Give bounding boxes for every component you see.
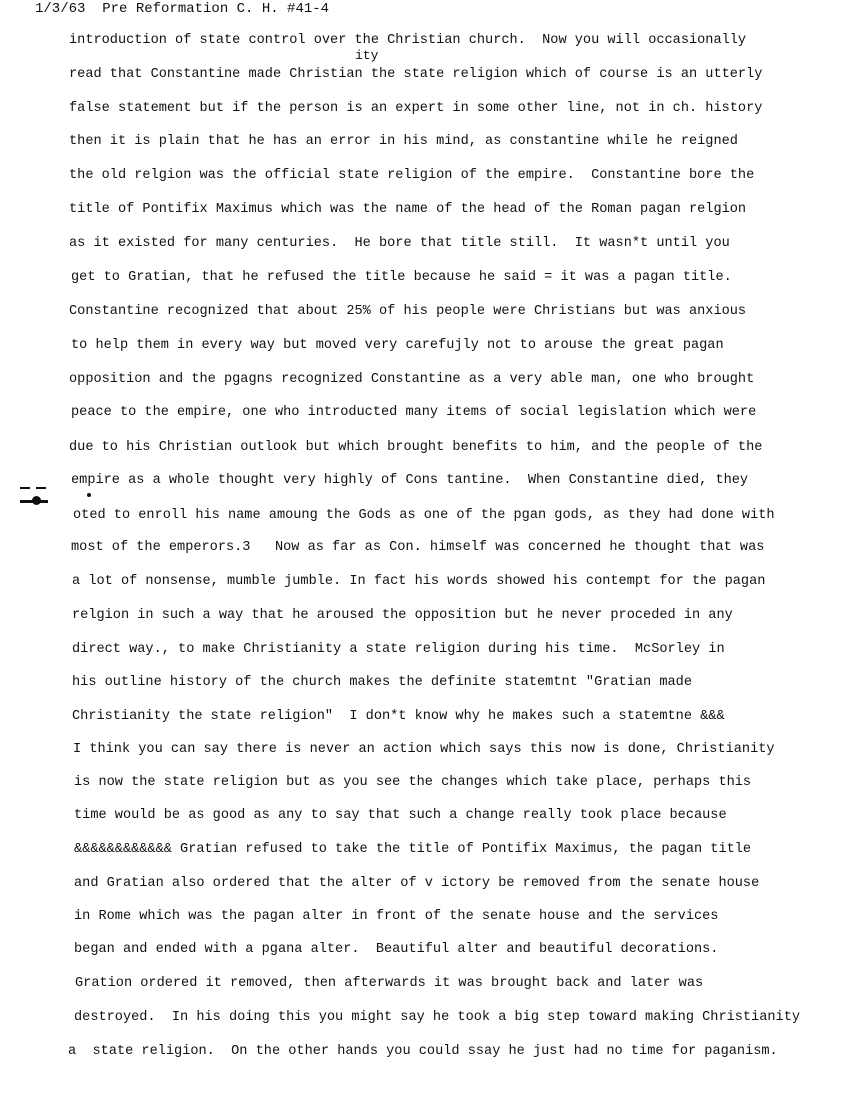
text-line: a state religion. On the other hands you could ssay he just had no time for paganism. xyxy=(68,1044,778,1059)
text-line: direct way., to make Christianity a state religion during his time. McSorley in xyxy=(72,642,725,657)
text-line: false statement but if the person is an expert in some other line, not in ch. history xyxy=(69,101,763,116)
text-line: began and ended with a pgana alter. Beautiful alter and beautiful decorations. xyxy=(74,942,719,957)
text-line: Christianity the state religion" I don*t know why he makes such a statemtne &&& xyxy=(72,709,725,724)
ink-blot xyxy=(32,496,41,505)
text-line: Constantine recognized that about 25% of his people were Christians but was anxious xyxy=(69,304,747,319)
text-line: read that Constantine made Christian the state religion which of course is an utterly xyxy=(69,67,763,82)
text-line: title of Pontifix Maximus which was the name of the head of the Roman pagan relgion xyxy=(69,202,747,217)
ink-blot xyxy=(87,493,91,497)
page-header: 1/3/63 Pre Reformation C. H. #41-4 xyxy=(35,1,330,17)
text-line: his outline history of the church makes the definite statemtnt "Gratian made xyxy=(72,675,692,690)
text-line: in Rome which was the pagan alter in front of the senate house and the services xyxy=(74,909,719,924)
text-line: time would be as good as any to say that such a change really took place because xyxy=(74,808,727,823)
text-line: &&&&&&&&&&&& Gratian refused to take the title of Pontifix Maximus, the pagan title xyxy=(74,842,752,857)
margin-mark xyxy=(36,487,46,489)
handwritten-insertion: ity xyxy=(355,48,379,63)
text-line: and Gratian also ordered that the alter of v ictory be removed from the senate house xyxy=(74,876,760,891)
text-line: get to Gratian, that he refused the title because he said = it was a pagan title. xyxy=(71,270,732,285)
text-line: introduction of state control over the Christian church. Now you will occasionally xyxy=(69,33,747,48)
text-line: relgion in such a way that he aroused the opposition but he never proceded in any xyxy=(72,608,733,623)
text-line: a lot of nonsense, mumble jumble. In fact his words showed his contempt for the pagan xyxy=(72,574,766,589)
text-line: empire as a whole thought very highly of Cons tantine. When Constantine died, they xyxy=(71,473,749,488)
text-line: due to his Christian outlook but which brought benefits to him, and the people of the xyxy=(69,440,763,455)
margin-mark xyxy=(20,487,30,489)
text-line: as it existed for many centuries. He bore that title still. It wasn*t until you xyxy=(69,236,730,251)
text-line: opposition and the pgagns recognized Constantine as a very able man, one who brought xyxy=(69,372,755,387)
text-line: oted to enroll his name amoung the Gods as one of the pgan gods, as they had done with xyxy=(73,508,775,523)
text-line: the old relgion was the official state religion of the empire. Constantine bore the xyxy=(69,168,755,183)
text-line: most of the emperors.3 Now as far as Con. himself was concerned he thought that was xyxy=(71,540,765,555)
text-line: Gration ordered it removed, then afterwards it was brought back and later was xyxy=(75,976,704,991)
text-line: destroyed. In his doing this you might say he took a big step toward making Christianity xyxy=(74,1010,801,1025)
text-line: peace to the empire, one who introducted many items of social legislation which were xyxy=(71,405,757,420)
text-line: I think you can say there is never an action which says this now is done, Christianity xyxy=(73,742,775,757)
text-line: is now the state religion but as you see the changes which take place, perhaps this xyxy=(74,775,752,790)
text-line: then it is plain that he has an error in his mind, as constantine while he reigned xyxy=(69,134,738,149)
text-line: to help them in every way but moved very carefujly not to arouse the great pagan xyxy=(71,338,724,353)
